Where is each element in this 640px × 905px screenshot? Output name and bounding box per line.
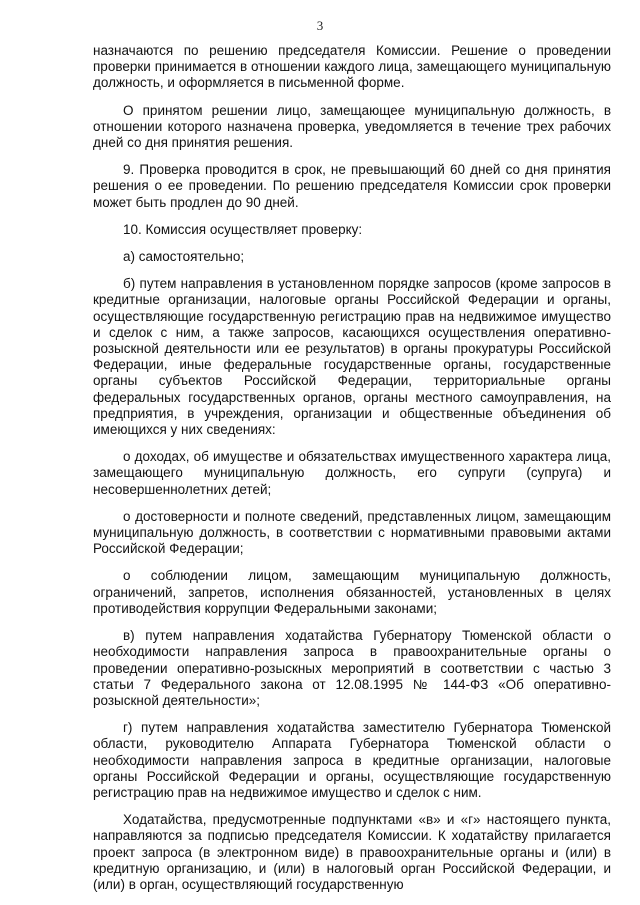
paragraph-petitions: Ходатайства, предусмотренные подпунктами «в» и «г» настоящего пункта, направляются за подписью председателя Комиссии. К ходатайству прилагается проект запроса (в электронном виде) в правоохранительные органы и (или) в кредитную организацию, и (или) в налоговый орган Российской Федерации, и (или) в орган, осуществляющий государственную: [93, 812, 611, 892]
page-number: 3: [316, 18, 324, 33]
paragraph-reliability-info: о достоверности и полноте сведений, представленных лицом, замещающим муниципальную должность, в соответствии с нормативными правовыми актами Российской Федерации;: [93, 508, 611, 557]
paragraph-income-info: о доходах, об имуществе и обязательствах имущественного характера лица, замещающего муниципальную должность, его супруги (супруга) и несовершеннолетних детей;: [93, 449, 611, 497]
paragraph-subitem-a: а) самостоятельно;: [123, 249, 245, 265]
paragraph-compliance-info: о соблюдении лицом, замещающим муниципальную должность, ограничений, запретов, исполнения обязанностей, установленных в целях противодействия коррупции Федеральными законами;: [93, 568, 611, 616]
paragraph-continuation: назначаются по решению председателя Комиссии. Решение о проведении проверки принимается в отношении каждого лица, замещающего муниципальную должность, и оформляется в письменной форме.: [93, 43, 611, 91]
document-body: [93, 43, 611, 904]
paragraph-subitem-g: г) путем направления ходатайства заместителю Губернатора Тюменской области, руководителю Аппарата Губернатора Тюменской области о необходимости направления запроса в кредитные организации, налоговые органы Российской Федерации и органы, осуществляющие государственную регистрацию прав на недвижимое имущество и сделок с ним.: [93, 720, 611, 800]
paragraph-subitem-b: б) путем направления в установленном порядке запросов (кроме запросов в кредитные организации, налоговые органы Российской Федерации и органы, осуществляющие государственную регистрацию прав на недвижимое имущество и сделок с ним, а также запросов, касающихся осуществления оперативно-розыскной деятельности или ее результатов) в органы прокуратуры Российской Федерации, иные федеральные государственные органы, государственные органы субъектов Российской Федерации, территориальные органы федеральных государственных органов, органы местного самоуправления, на предприятия, в учреждения, организации и общественные объединения об имеющихся у них сведениях:: [93, 276, 611, 438]
paragraph-item-9: 9. Проверка проводится в срок, не превышающий 60 дней со дня принятия решения о ее проведении. По решению председателя Комиссии срок проверки может быть продлен до 90 дней.: [93, 162, 611, 210]
paragraph-subitem-v: в) путем направления ходатайства Губернатору Тюменской области о необходимости направления запроса в правоохранительные органы о проведении оперативно-розыскных мероприятий в соответствии с частью 3 статьи 7 Федерального закона от 12.08.1995 № 144-ФЗ «Об оперативно-розыскной деятельности»;: [93, 628, 611, 708]
paragraph-notification: О принятом решении лицо, замещающее муниципальную должность, в отношении которого назначена проверка, уведомляется в течение трех рабочих дней со дня принятия решения.: [93, 102, 611, 151]
paragraph-item-10: 10. Комиссия осуществляет проверку:: [123, 221, 363, 237]
